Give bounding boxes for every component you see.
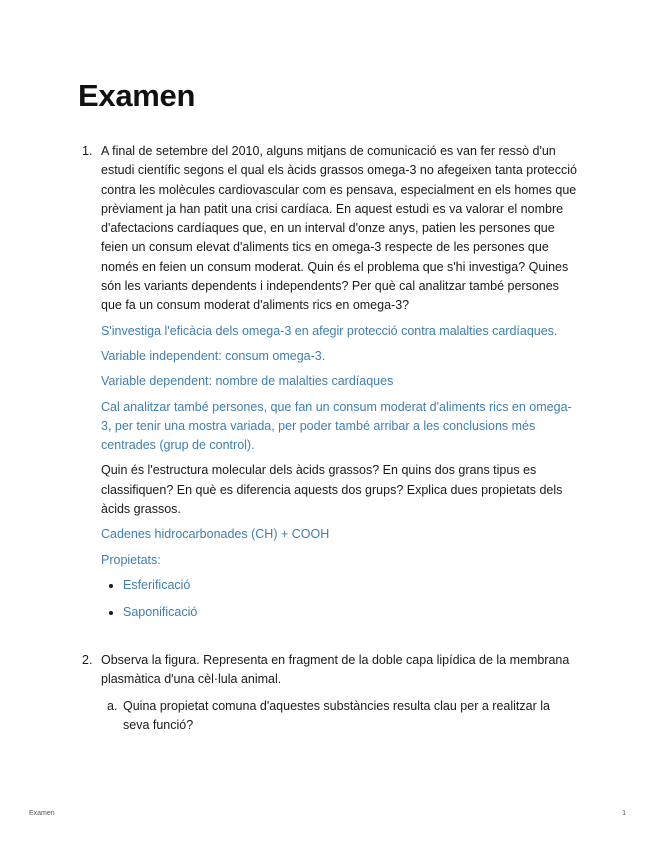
question-1 (78, 142, 578, 623)
bullet-icon (109, 611, 113, 615)
page-number: 1 (622, 810, 626, 817)
property-label: Esferificació (123, 577, 191, 592)
answer-problem: S'investiga l'eficàcia dels omega-3 en afegir protecció contra malalties cardíaques. (101, 323, 558, 338)
question-1-number: 1. (82, 144, 93, 158)
question-2a (101, 697, 578, 736)
question-2-text: Observa la figura. Representa en fragment de la doble capa lipídica de la membrana plasmàtica d'una cèl·lula animal. (101, 652, 570, 686)
answer-control-group: Cal analitzar també persones, que fan un consum moderat d'aliments rics en omega-3, per tenir una mostra variada, per poder també arribar a les conclusions més centrades (grup de control). (101, 399, 572, 453)
followup-answer: Cadenes hidrocarbonades (CH) + COOH (101, 527, 330, 542)
bullet-icon (109, 584, 113, 588)
question-2a-text: Quina propietat comuna d'aquestes substàncies resulta clau per a realitzar la seva funció? (123, 699, 550, 733)
question-1-text: A final de setembre del 2010, alguns mitjans de comunicació es van fer ressò d'un estudi científic segons el qual els àcids grassos omega-3 no afegeixen tanta protecció contra les molècules cardiovascular com es pensava, especialment en els homes que prèviament ja han patit una crisi cardíaca. En aquest estudi es va valorar el nombre d'afectacions cardíaques que, en un interval d'onze anys, patien les persones que feien un consum elevat d'aliments tics en omega-3 respecte de les persones que només en feien un consum moderat. Quin és el problema que s'hi investiga? Quines són les variants dependents i independents? Per què cal analitzar també persones que fa un consum moderat d'aliments rics en omega-3? (101, 144, 577, 313)
properties-label: Propietats: (101, 552, 161, 567)
followup-question: Quin és l'estructura molecular dels àcids grassos? En quins dos grans tipus es classifiquen? En què es diferencia aquests dos grups? Explica dues propietats dels àcids grassos. (101, 463, 563, 517)
page-title: Examen (78, 78, 196, 113)
property-label: Saponificació (123, 605, 198, 620)
properties-list (101, 576, 578, 623)
answer-independent-variable: Variable independent: consum omega-3. (101, 348, 326, 363)
exam-content (78, 142, 578, 736)
answer-dependent-variable: Variable dependent: nombre de malalties cardíaques (101, 374, 394, 389)
list-item (101, 603, 578, 622)
footer-title: Examen (29, 810, 55, 817)
question-2a-letter: a. (107, 699, 118, 714)
question-2-number: 2. (82, 652, 93, 667)
question-2 (78, 651, 578, 736)
list-item (101, 576, 578, 595)
